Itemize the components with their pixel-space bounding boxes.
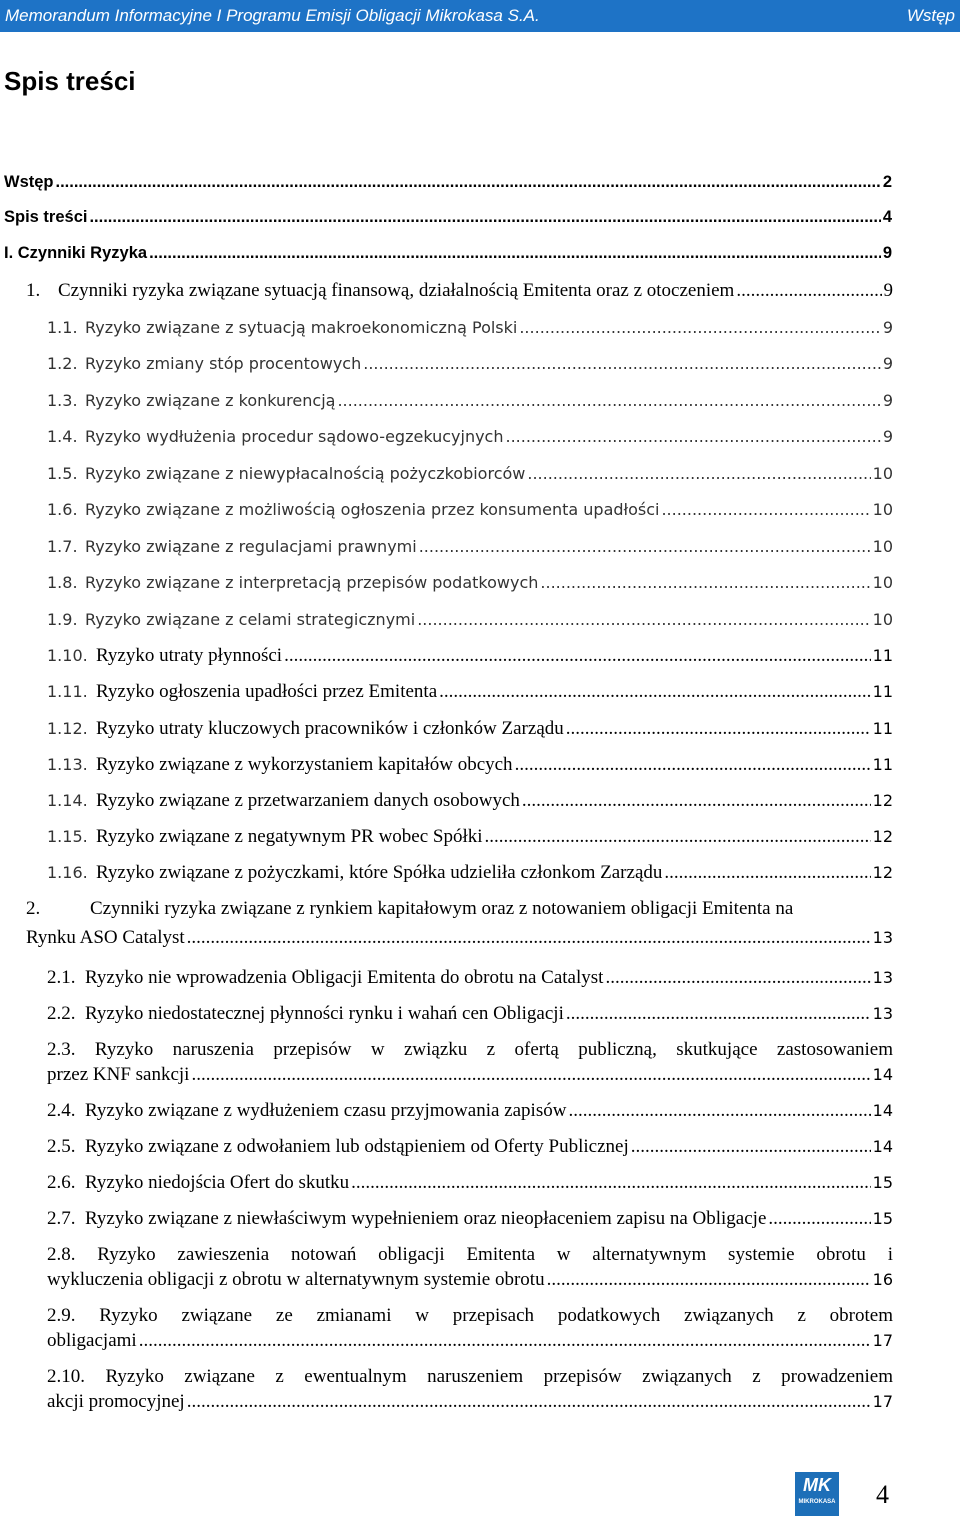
toc-entry-1[interactable] bbox=[26, 279, 893, 303]
toc-label: Ryzyko związane z regulacjami prawnymi bbox=[85, 537, 417, 556]
toc-page: 11 bbox=[872, 719, 893, 738]
toc-page: 13 bbox=[872, 1004, 893, 1023]
leader-dots bbox=[284, 644, 871, 668]
toc-label: Ryzyko związane z celami strategicznymi bbox=[85, 610, 416, 629]
toc-label: Ryzyko niedojścia Ofert do skutku bbox=[85, 1172, 350, 1193]
leader-dots bbox=[568, 1099, 870, 1123]
toc-label: Ryzyko utraty płynności bbox=[96, 645, 283, 666]
toc-label: Wstęp bbox=[4, 173, 54, 191]
toc-number: 2.9. bbox=[47, 1305, 76, 1326]
toc-entry-1-10[interactable] bbox=[47, 644, 893, 668]
leader-dots bbox=[505, 425, 880, 449]
logo-text: MIKROKASA bbox=[798, 1499, 836, 1505]
leader-dots bbox=[631, 1135, 871, 1159]
toc-number: 1.15. bbox=[47, 827, 88, 846]
toc-number: 2.10. bbox=[47, 1366, 85, 1387]
toc-entry-1-5[interactable] bbox=[47, 462, 893, 486]
toc-entry-1-15[interactable] bbox=[47, 825, 893, 849]
toc-entry-1-11[interactable] bbox=[47, 680, 893, 704]
toc-number: 1.12. bbox=[47, 719, 88, 738]
logo-mark: MK bbox=[803, 1475, 831, 1495]
toc-label-line1: Ryzyko naruszenia przepisów w związku z ofertą publiczną, skutkujące zastosowaniem bbox=[94, 1039, 894, 1060]
toc-page: 11 bbox=[872, 682, 893, 701]
toc-page: 12 bbox=[872, 863, 893, 882]
toc-page: 16 bbox=[872, 1270, 893, 1289]
leader-dots bbox=[736, 279, 881, 303]
toc-entry-1-2[interactable] bbox=[47, 352, 893, 376]
toc-label: Ryzyko związane z wydłużeniem czasu przyjmowania zapisów bbox=[85, 1100, 567, 1121]
toc-entry-2-9[interactable] bbox=[47, 1303, 893, 1353]
toc-label: Ryzyko nie wprowadzenia Obligacji Emitenta do obrotu na Catalyst bbox=[85, 967, 604, 988]
toc-page: 10 bbox=[872, 573, 893, 592]
toc-number: 2.7. bbox=[47, 1208, 76, 1229]
toc-page: 15 bbox=[872, 1209, 893, 1228]
toc-number: 2.4. bbox=[47, 1100, 76, 1121]
toc-number: 2.3. bbox=[47, 1039, 76, 1060]
leader-dots bbox=[566, 1002, 871, 1026]
leader-dots bbox=[187, 925, 871, 950]
toc-page: 10 bbox=[872, 464, 893, 483]
page-title: Spis treści bbox=[4, 66, 136, 96]
toc-entry-1-8[interactable] bbox=[47, 571, 893, 595]
toc-page: 11 bbox=[872, 646, 893, 665]
toc-label: Spis treści bbox=[4, 208, 88, 226]
leader-dots bbox=[139, 1328, 871, 1353]
toc-label: Ryzyko ogłoszenia upadłości przez Emitenta bbox=[96, 681, 438, 702]
leader-dots bbox=[439, 680, 871, 704]
toc-label-line1: Ryzyko związane z ewentualnym naruszeniem przepisów związanych z prowadzeniem bbox=[105, 1366, 893, 1387]
toc-number: 1.2. bbox=[47, 354, 78, 373]
toc-number: 2.5. bbox=[47, 1136, 76, 1157]
toc-label: Ryzyko zmiany stóp procentowych bbox=[85, 354, 362, 373]
toc-page: 12 bbox=[872, 827, 893, 846]
toc-number: 1.3. bbox=[47, 391, 78, 410]
toc-page: 13 bbox=[872, 928, 893, 947]
toc-page: 17 bbox=[872, 1331, 893, 1350]
toc-page: 10 bbox=[872, 610, 893, 629]
toc-entry-1-1[interactable] bbox=[47, 316, 893, 340]
toc-label: Ryzyko związane z interpretacją przepisów podatkowych bbox=[85, 573, 539, 592]
toc-page: 9 bbox=[882, 427, 893, 446]
toc-entry-spis-tresci[interactable] bbox=[4, 205, 892, 229]
toc-label: Ryzyko związane z niewypłacalnością pożyczkobiorców bbox=[85, 464, 526, 483]
toc-label: Ryzyko związane z pożyczkami, które Spółka udzieliła członkom Zarządu bbox=[96, 862, 663, 883]
toc-label: Ryzyko związane z wykorzystaniem kapitałów obcych bbox=[96, 754, 513, 775]
toc-entry-2-5[interactable] bbox=[47, 1135, 893, 1159]
document-title: Memorandum Informacyjne I Programu Emisji Obligacji Mikrokasa S.A. bbox=[5, 6, 540, 25]
toc-number: 2.6. bbox=[47, 1172, 76, 1193]
toc-label-line1: Ryzyko związane ze zmianami w przepisach podatkowych związanych z obrotem bbox=[99, 1305, 893, 1326]
toc-label-line2: przez KNF sankcji bbox=[47, 1064, 190, 1085]
toc-entry-2-8[interactable] bbox=[47, 1242, 893, 1292]
toc-page: 17 bbox=[872, 1392, 893, 1411]
leader-dots bbox=[191, 1062, 870, 1087]
toc-entry-czynniki-ryzyka[interactable] bbox=[4, 241, 892, 265]
toc-entry-1-6[interactable] bbox=[47, 498, 893, 522]
toc-label: Ryzyko związane z konkurencją bbox=[85, 391, 336, 410]
leader-dots bbox=[522, 789, 871, 813]
leader-dots bbox=[605, 966, 870, 990]
toc-page: 14 bbox=[872, 1101, 893, 1120]
leader-dots bbox=[187, 1389, 871, 1414]
toc-label: Ryzyko związane z przetwarzaniem danych osobowych bbox=[96, 790, 520, 811]
page-number: 4 bbox=[876, 1480, 889, 1509]
toc-entry-1-9[interactable] bbox=[47, 608, 893, 632]
leader-dots bbox=[519, 316, 880, 340]
toc-label-line2: Rynku ASO Catalyst bbox=[26, 927, 185, 948]
leader-dots bbox=[89, 205, 880, 229]
toc-label: Czynniki ryzyka związane sytuacją finansową, działalnością Emitenta oraz z otoczeniem bbox=[58, 280, 735, 301]
leader-dots bbox=[527, 462, 870, 486]
leader-dots bbox=[540, 571, 870, 595]
toc-entry-1-14[interactable] bbox=[47, 789, 893, 813]
leader-dots bbox=[351, 1171, 871, 1195]
toc-entry-1-16[interactable] bbox=[47, 861, 893, 885]
toc-page: 9 bbox=[882, 354, 893, 373]
toc-label: Ryzyko związane z możliwością ogłoszenia przez konsumenta upadłości bbox=[85, 500, 660, 519]
toc-entry-2-10[interactable] bbox=[47, 1364, 893, 1414]
toc-page: 9 bbox=[882, 318, 893, 337]
toc-entry-2-1[interactable] bbox=[47, 966, 893, 990]
toc-label: Ryzyko niedostatecznej płynności rynku i wahań cen Obligacji bbox=[85, 1003, 564, 1024]
toc-page: 2 bbox=[882, 173, 892, 191]
toc-label: Ryzyko związane z niewłaściwym wypełnieniem oraz nieopłaceniem zapisu na Obligacje bbox=[85, 1208, 767, 1229]
toc-page: 10 bbox=[872, 500, 893, 519]
toc-label: Ryzyko związane z odwołaniem lub odstąpieniem od Oferty Publicznej bbox=[85, 1136, 629, 1157]
toc-page: 4 bbox=[882, 208, 892, 226]
leader-dots bbox=[768, 1207, 870, 1231]
toc-label-line1: Ryzyko zawieszenia notowań obligacji Emitenta w alternatywnym systemie obrotu i bbox=[97, 1244, 893, 1265]
leader-dots bbox=[419, 535, 871, 559]
toc-entry-1-3[interactable] bbox=[47, 389, 893, 413]
leader-dots bbox=[547, 1267, 871, 1292]
toc-number: 1.14. bbox=[47, 791, 88, 810]
leader-dots bbox=[515, 753, 871, 777]
mikrokasa-logo bbox=[795, 1472, 839, 1516]
toc-page: 15 bbox=[872, 1173, 893, 1192]
leader-dots bbox=[485, 825, 871, 849]
toc-entry-2-2[interactable] bbox=[47, 1002, 893, 1026]
toc-number: 2.2. bbox=[47, 1003, 76, 1024]
toc-label: Ryzyko utraty kluczowych pracowników i członków Zarządu bbox=[96, 718, 564, 739]
section-name: Wstęp bbox=[906, 6, 955, 25]
toc-page: 13 bbox=[872, 968, 893, 987]
toc-page: 12 bbox=[872, 791, 893, 810]
toc-page: 11 bbox=[872, 755, 893, 774]
leader-dots bbox=[661, 498, 870, 522]
toc-number: 1.8. bbox=[47, 573, 78, 592]
toc-label-line2: wykluczenia obligacji z obrotu w alternatywnym systemie obrotu bbox=[47, 1269, 545, 1290]
leader-dots bbox=[56, 170, 881, 194]
toc-entry-2-3[interactable] bbox=[47, 1037, 893, 1087]
toc-label: Ryzyko wydłużenia procedur sądowo-egzekucyjnych bbox=[85, 427, 504, 446]
toc-number: 1.16. bbox=[47, 863, 88, 882]
leader-dots bbox=[149, 241, 881, 265]
toc-number: 1.6. bbox=[47, 500, 78, 519]
toc-number: 1.10. bbox=[47, 646, 88, 665]
toc-number: 2. bbox=[26, 898, 41, 919]
leader-dots bbox=[337, 389, 880, 413]
toc-number: 2.1. bbox=[47, 967, 76, 988]
toc-page: 14 bbox=[872, 1137, 893, 1156]
toc-page: 10 bbox=[872, 537, 893, 556]
toc-page: 9 bbox=[883, 280, 893, 301]
toc-page: 9 bbox=[882, 391, 893, 410]
toc-number: 2.8. bbox=[47, 1244, 76, 1265]
leader-dots bbox=[664, 861, 870, 885]
toc-number: 1.13. bbox=[47, 755, 88, 774]
toc-entry-1-4[interactable] bbox=[47, 425, 893, 449]
toc-entry-2-6[interactable] bbox=[47, 1171, 893, 1195]
toc-number: 1.5. bbox=[47, 464, 78, 483]
document-header bbox=[0, 0, 960, 32]
toc-label: Ryzyko związane z sytuacją makroekonomiczną Polski bbox=[85, 318, 518, 337]
toc-entry-1-12[interactable] bbox=[47, 717, 893, 741]
toc-number: 1.11. bbox=[47, 682, 88, 701]
toc-number: 1. bbox=[26, 280, 41, 301]
toc-entry-2[interactable] bbox=[26, 896, 893, 950]
leader-dots bbox=[417, 608, 870, 632]
toc-label-line2: akcji promocyjnej bbox=[47, 1391, 185, 1412]
leader-dots bbox=[566, 717, 871, 741]
toc-number: 1.7. bbox=[47, 537, 78, 556]
toc-label-line1: Czynniki ryzyka związane z rynkiem kapitałowym oraz z notowaniem obligacji Emitenta na bbox=[90, 898, 794, 919]
toc-entry-wstep[interactable] bbox=[4, 170, 892, 194]
toc-label: I. Czynniki Ryzyka bbox=[4, 244, 148, 262]
toc-entry-1-13[interactable] bbox=[47, 753, 893, 777]
toc-number: 1.1. bbox=[47, 318, 78, 337]
toc-label-line2: obligacjami bbox=[47, 1330, 137, 1351]
toc-number: 1.4. bbox=[47, 427, 78, 446]
leader-dots bbox=[363, 352, 881, 376]
toc-page: 14 bbox=[872, 1065, 893, 1084]
toc-entry-1-7[interactable] bbox=[47, 535, 893, 559]
toc-label: Ryzyko związane z negatywnym PR wobec Spółki bbox=[96, 826, 483, 847]
toc-entry-2-7[interactable] bbox=[47, 1207, 893, 1231]
toc-page: 9 bbox=[882, 244, 892, 262]
toc-entry-2-4[interactable] bbox=[47, 1099, 893, 1123]
toc-number: 1.9. bbox=[47, 610, 78, 629]
